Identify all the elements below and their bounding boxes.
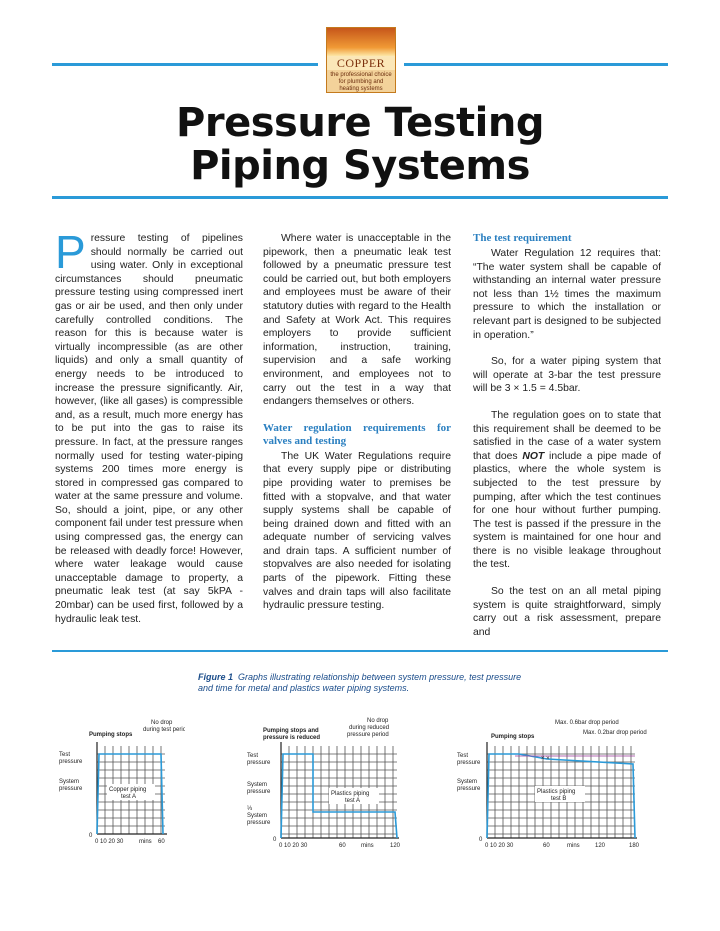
title-line-1: Pressure Testing (176, 100, 544, 146)
logo-wordmark: COPPER (327, 56, 395, 70)
x-tick-labels: 0 10 20 30 (279, 843, 308, 849)
svg-text:pressure: pressure (457, 786, 481, 792)
intro-paragraph (55, 226, 243, 626)
svg-text:mins: mins (361, 843, 374, 849)
graph-plastics-a-svg (245, 712, 415, 852)
svg-text:pressure: pressure (457, 760, 481, 766)
annotation-pumping-stops: Pumping stops and (263, 728, 319, 734)
svg-text:during test period: during test period (143, 727, 185, 733)
drop-cap: P (55, 226, 86, 278)
x-tick-labels: 0 10 20 30 (485, 843, 514, 849)
graph-plastics-test-a (245, 712, 415, 852)
title-line-2: Piping Systems (190, 143, 530, 189)
y-label-test-pressure: Test (59, 752, 71, 758)
svg-text:mins: mins (567, 843, 580, 849)
svg-text:120: 120 (595, 843, 606, 849)
annotation-no-drop: No drop (151, 720, 173, 726)
y-label-system-pressure: System (59, 779, 80, 785)
logo-tagline: the professional choice for plumbing and heating systems (330, 72, 392, 92)
y-label-test-pressure: Test (457, 753, 469, 759)
y-label-third-system-pressure: ⅓ (247, 806, 253, 812)
svg-text:pressure: pressure (247, 820, 271, 826)
y-label-zero: 0 (479, 837, 483, 843)
annotation-max-06-drop: Max. 0.6bar drop period (555, 720, 619, 726)
graph-title: Plastics piping (537, 789, 576, 795)
annotation-no-drop: No drop (367, 718, 389, 724)
svg-text:pressure is reduced: pressure is reduced (263, 735, 321, 741)
y-label-system-pressure: System (457, 779, 478, 785)
header-rule-left (52, 63, 318, 66)
figure-caption-text: Graphs illustrating relationship between system pressure, test pressure and time for metal and plastics water piping systems. (198, 672, 522, 693)
svg-text:test B: test B (551, 796, 567, 802)
svg-text:120: 120 (390, 843, 401, 849)
svg-text:mins: mins (139, 839, 152, 845)
title-rule (52, 196, 668, 199)
body-paragraph: So the test on an all metal piping system is quite straightforward, simply carry out a risk assessment, prepare and (473, 586, 661, 638)
drop-marker: × × (541, 756, 550, 762)
svg-text:180: 180 (629, 843, 640, 849)
y-label-zero: 0 (89, 833, 93, 839)
y-label-system-pressure: System (247, 782, 268, 788)
svg-text:pressure: pressure (247, 789, 271, 795)
svg-text:test A: test A (121, 794, 137, 800)
graph-title: Plastics piping (331, 791, 370, 797)
section-heading: The test requirement (473, 232, 572, 244)
graph-plastics-b-svg (455, 712, 665, 852)
svg-text:60: 60 (158, 839, 165, 845)
svg-text:60: 60 (543, 843, 550, 849)
body-paragraph: So, for a water piping system that will operate at 3-bar the test pressure will be 3 × 1.5 = 4.5bar. (473, 356, 661, 395)
annotation-pumping-stops: Pumping stops (491, 734, 535, 740)
text-column-2 (263, 232, 451, 626)
text-column-3 (473, 232, 661, 652)
annotation-pumping-stops: Pumping stops (89, 732, 133, 738)
page-title (0, 102, 720, 188)
figure-label: Figure 1 (198, 672, 234, 682)
svg-text:during reduced: during reduced (349, 725, 390, 731)
svg-text:pressure: pressure (59, 759, 83, 765)
text-column-1 (55, 226, 243, 639)
header-rule-right (404, 63, 668, 66)
figure-caption (198, 672, 528, 694)
graph-copper-svg (55, 712, 185, 852)
graph-copper-test-a (55, 712, 185, 852)
svg-text:pressure period: pressure period (347, 732, 389, 738)
y-label-zero: 0 (273, 837, 277, 843)
graph-plastics-test-b (455, 712, 665, 852)
emphasis-not: NOT (522, 450, 545, 462)
body-paragraph: Where water is unacceptable in the pipework, then a pneumatic leak test followed by a pneumatic pressure test could be carried out, but both employers and employees must be aware of their statutory duties with regard to the Health and Safety at Work Act. This requires employers to provide sufficient information, instruction, training, supervision and a safe working environment, and employees not to carry out the test in a way that endangers themselves or others. (263, 233, 451, 408)
section-heading: Water regulation requirements for valves and testing (263, 421, 451, 447)
graph-title: Copper piping (109, 787, 147, 793)
x-tick-labels: 0 10 20 30 (95, 839, 124, 845)
svg-text:System: System (247, 813, 268, 819)
logo-sunset-graphic (327, 28, 395, 56)
body-paragraph: Water Regulation 12 requires that: “The water system shall be capable of withstanding an internal water pressure not less than 1½ times the maximum pressure to which the installation or relevant part is designed to be subjected in operation.” (473, 248, 661, 341)
svg-text:test A: test A (345, 798, 361, 804)
svg-text:pressure: pressure (247, 760, 271, 766)
figure-rule (52, 650, 668, 652)
body-paragraph: The regulation goes on to state that this requirement shall be deemed to be satisfied in the case of a water system that does NOT include a pipe made of plastics, where the whole system is subjected to the test pressure by pumping, after which the test continues for one hour without further pumping. The test is passed if the pressure in the system is maintained for one hour and there is no visible leakage throughout the test. (473, 409, 661, 571)
svg-text:60: 60 (339, 843, 346, 849)
intro-text: ressure testing of pipelines should normally be carried out using water. Only in exceptional circumstances should pneumatic pressure testing using compressed inert gas or air be used, and then only under carefully controlled conditions. The reason for this is because water is virtually incompressible (as are other liquids) and only a small quantity of energy needs to be introduced to increase the pressure significantly. Air, however, (like all gases) is compressible and, as a result, much more energy has to be put into the gas to raise its pressure. In fact, at the pressure ranges normally used for testing water-piping systems 200 times more energy is stored in compressed gas compared to water at the same pressure and volume. So, should a joint, pipe, or any other component fail under test pressure when using compressed gas, the energy can be released with deadly force! However, where water leakage would cause unacceptable damage to property, a pneumatic leak test (at say 5kPA - 20mbar) can be used first, followed by a hydraulic leak test. (55, 233, 243, 625)
body-paragraph: The UK Water Regulations require that every supply pipe or distributing pipe providing water to premises be fitted with a stopvalve, and that water supply systems shall be capable of being drained down and fitted with an adequate number of servicing valves and drain taps. A sufficient number of stopvalves are also needed for isolating parts of the pipework. Fitting these valves and drain taps will also facilitate hydraulic pressure testing. (263, 450, 451, 612)
svg-text:pressure: pressure (59, 786, 83, 792)
copper-logo (326, 27, 396, 93)
y-label-test-pressure: Test (247, 753, 259, 759)
annotation-max-02-drop: Max. 0.2bar drop period (583, 730, 647, 736)
